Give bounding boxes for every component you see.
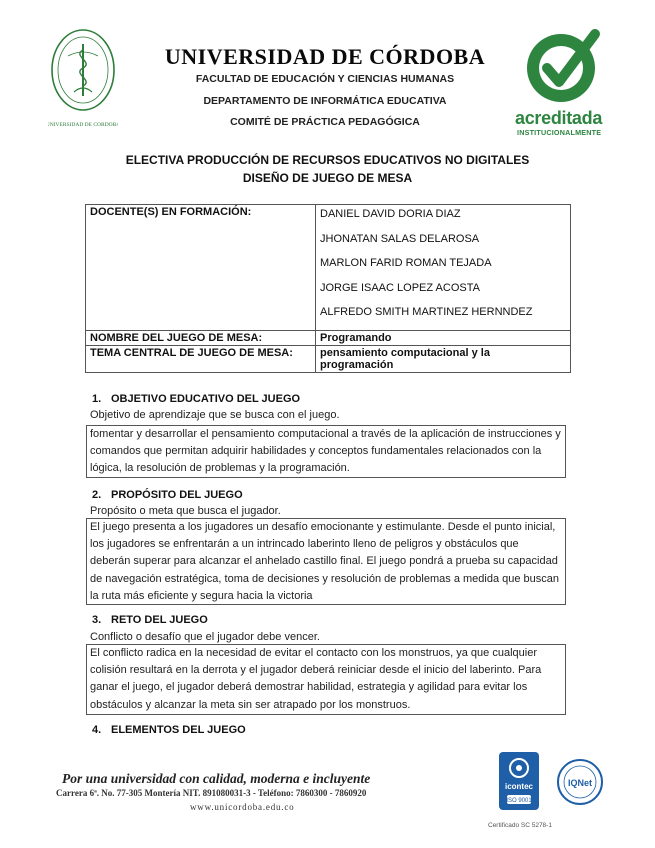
teachers-label: DOCENTE(S) EN FORMACIÓN: xyxy=(86,205,316,331)
game-name-value: Programando xyxy=(316,330,571,345)
university-seal-logo xyxy=(48,26,118,134)
committee-name: COMITÉ DE PRÁCTICA PEDAGÓGICA xyxy=(230,116,420,128)
game-name-label: NOMBRE DEL JUEGO DE MESA: xyxy=(86,330,316,345)
seal-text: UNIVERSIDAD DE CORDOBA xyxy=(48,122,118,128)
section-number: 4. xyxy=(92,724,102,736)
section-1-heading xyxy=(92,393,300,405)
section-title: OBJETIVO EDUCATIVO DEL JUEGO xyxy=(111,393,301,405)
theme-value: pensamiento computacional y la programación xyxy=(316,345,571,372)
section-title: ELEMENTOS DEL JUEGO xyxy=(111,724,246,736)
section-3-heading xyxy=(92,614,208,626)
accreditation-word: acreditada xyxy=(515,108,603,128)
iso-label: ISO 9001 xyxy=(506,798,532,804)
teacher-name: JORGE ISAAC LOPEZ ACOSTA xyxy=(320,281,480,294)
section-2-body: El juego presenta a los jugadores un desafío emocionante y estimulante. Desde el punto inicial, los jugadores se enfrentarán a un intrincado laberinto lleno de peligros y obstáculos que deberán superar para alcanzar el anhelado castillo final. El juego pondrá a prueba su capacidad de navegación estratégica, toma de decisiones y resolución de problemas a medida que buscan la ruta más eficiente y segura hacia la victoria xyxy=(86,518,566,605)
section-number: 2. xyxy=(92,489,102,501)
section-number: 1. xyxy=(92,393,102,405)
accreditation-subtitle: INSTITUCIONALMENTE xyxy=(517,128,602,137)
teacher-name: JHONATAN SALAS DELAROSA xyxy=(320,232,480,245)
theme-row xyxy=(86,345,571,372)
section-2-subtitle: Propósito o meta que busca el jugador. xyxy=(90,505,281,517)
footer-slogan: Por una universidad con calidad, moderna e incluyente xyxy=(62,771,371,786)
footer-address: Carrera 6ª. No. 77-305 Montería NIT. 891080031-3 - Teléfono: 7860300 - 7860920 xyxy=(56,788,367,798)
department-name: DEPARTAMENTO DE INFORMÁTICA EDUCATIVA xyxy=(203,95,447,107)
game-info-table xyxy=(85,204,571,373)
section-2-heading xyxy=(92,489,243,501)
teacher-name: DANIEL DAVID DORIA DIAZ xyxy=(320,208,461,220)
section-title: PROPÓSITO DEL JUEGO xyxy=(111,489,243,501)
section-title: RETO DEL JUEGO xyxy=(111,614,208,626)
section-1-subtitle: Objetivo de aprendizaje que se busca con el juego. xyxy=(90,409,340,421)
section-3-subtitle: Conflicto o desafío que el jugador debe vencer. xyxy=(90,631,320,643)
teachers-list xyxy=(316,205,571,331)
theme-label: TEMA CENTRAL DE JUEGO DE MESA: xyxy=(86,345,316,372)
accreditation-logo xyxy=(513,24,613,140)
document-title: ELECTIVA PRODUCCIÓN DE RECURSOS EDUCATIVOS NO DIGITALES xyxy=(125,153,530,167)
iqnet-logo xyxy=(556,758,604,806)
section-4-heading xyxy=(92,724,246,736)
teachers-row xyxy=(86,205,571,331)
section-number: 3. xyxy=(92,614,102,626)
section-1-body: fomentar y desarrollar el pensamiento computacional a través de la aplicación de instrucciones y comandos que permitan adquirir habilidades y conceptos fundamentales relacionados con la lógica, la resolución de problemas y la programación. xyxy=(86,425,566,478)
icontec-logo xyxy=(498,751,540,811)
footer-website[interactable]: www.unicordoba.edu.co xyxy=(190,802,295,812)
icontec-label: icontec xyxy=(504,782,534,791)
university-name: UNIVERSIDAD DE CÓRDOBA xyxy=(164,44,486,69)
faculty-name: FACULTAD DE EDUCACIÓN Y CIENCIAS HUMANAS xyxy=(195,73,455,85)
section-3-body: El conflicto radica en la necesidad de evitar el contacto con los monstruos, ya que cualquier colisión resultará en la derrota y el jugador deberá reiniciar desde el inicio del laberinto. Para ganar el juego, el jugador deberá demostrar habilidad, estrategia y agilidad para evitar los obstáculos y alcanzar la meta sin ser atrapado por los monstruos. xyxy=(86,644,566,715)
game-name-row xyxy=(86,330,571,345)
certificate-text: Certificado SC 5278-1 xyxy=(488,822,552,829)
document-subtitle: DISEÑO DE JUEGO DE MESA xyxy=(242,171,413,185)
teacher-name: MARLON FARID ROMAN TEJADA xyxy=(320,257,492,269)
iqnet-label: IQNet xyxy=(567,778,593,788)
teacher-name: ALFREDO SMITH MARTINEZ HERNNDEZ xyxy=(320,306,533,318)
